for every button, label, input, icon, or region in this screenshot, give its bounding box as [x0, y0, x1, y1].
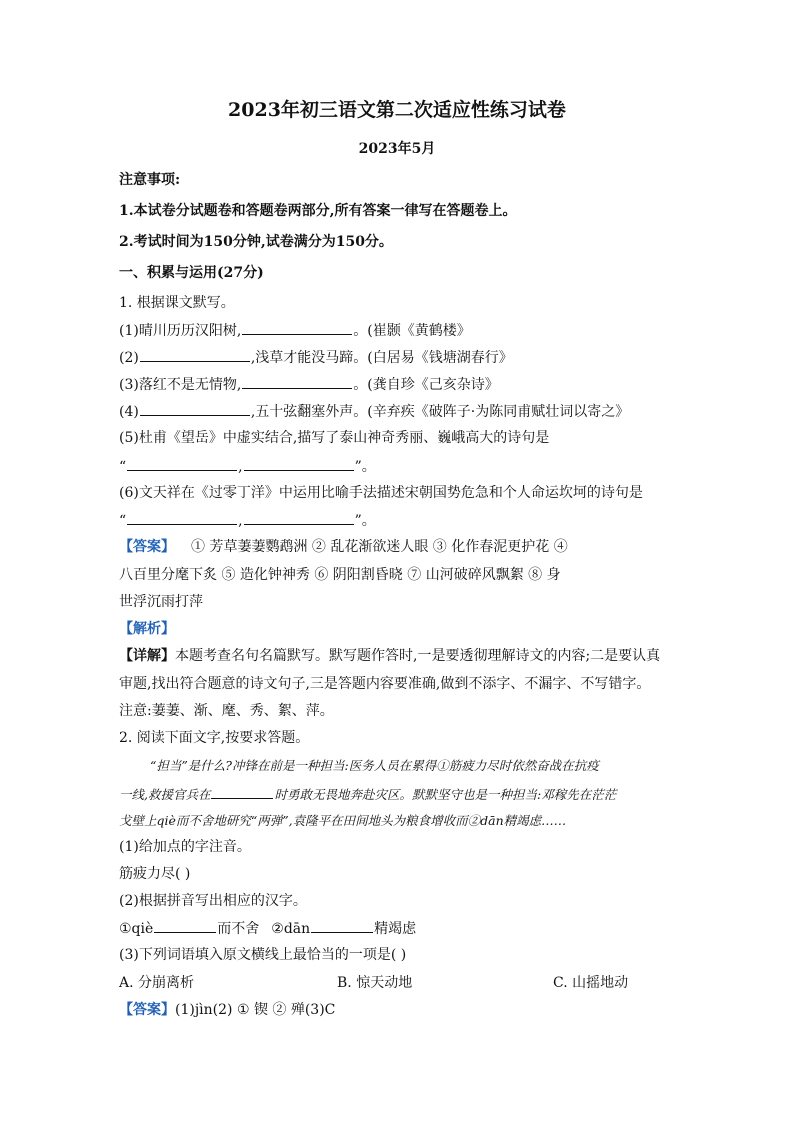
- answer-blank[interactable]: [154, 918, 216, 933]
- pinyin-prompt: ①qiè: [119, 921, 154, 937]
- open-quote: “: [119, 459, 127, 475]
- answer-blank[interactable]: [244, 510, 354, 525]
- comma: ,: [238, 459, 243, 475]
- q2-sub-2-items: [119, 918, 416, 939]
- question-2-stem: 2. 阅读下面文字,按要求答题。: [119, 730, 310, 746]
- dictation-pre: (4): [119, 404, 139, 420]
- q2-answer-line: [119, 1000, 335, 1020]
- q1-answer-line-1: [119, 537, 568, 557]
- option-b[interactable]: B. 惊天动地: [337, 975, 413, 991]
- dictation-line-3: [119, 374, 499, 395]
- detail-line-3: 注意:萋萋、渐、麾、秀、絮、萍。: [119, 703, 334, 719]
- q2-sub-1: (1)给加点的字注音。: [119, 839, 251, 855]
- detail-label: 【详解】: [119, 648, 175, 664]
- question-1-stem: 1. 根据课文默写。: [119, 295, 235, 311]
- option-a[interactable]: A. 分崩离析: [119, 975, 195, 991]
- dictation-q5-blanks: [119, 456, 376, 477]
- note-item-2: 2.考试时间为150分钟,试卷满分为150分。: [119, 234, 393, 250]
- detail-line-2: 审题,找出符合题意的诗文句子,三是答题内容要准确,做到不添字、不漏字、不写错字。: [119, 676, 651, 692]
- passage-line-2: [119, 784, 616, 805]
- dictation-line-1: [119, 320, 471, 341]
- pinyin-prompt: ②dān: [271, 921, 311, 937]
- answer-text: ① 芳草萋萋鹦鹉洲 ② 乱花渐欲迷人眼 ③ 化作春泥更护花 ④: [191, 539, 568, 555]
- dictation-q5-stem: (5)杜甫《望岳》中虚实结合,描写了泰山神奇秀丽、巍峨高大的诗句是: [119, 430, 550, 446]
- section-heading: 一、积累与运用(27分): [119, 265, 264, 281]
- answer-label: 【答案】: [119, 539, 175, 555]
- dictation-post: ,五十弦翻塞外声。(辛弃疾《破阵子·为陈同甫赋壮词以寄之》: [250, 404, 630, 420]
- answer-blank[interactable]: [127, 456, 237, 471]
- dictation-pre: (2): [119, 350, 139, 366]
- q1-answer-line-3: 世浮沉雨打萍: [119, 594, 203, 610]
- dictation-pre: (1)晴川历历汉阳树,: [119, 323, 242, 339]
- answer-blank[interactable]: [242, 374, 352, 389]
- passage-line-3: 戈壁上qiè而不舍地研究“两弹”,袁隆平在田间地头为粮食增收而②dān精竭虑……: [119, 813, 567, 828]
- dictation-post: 。(崔颢《黄鹤楼》: [353, 323, 471, 339]
- analysis-label: 【解析】: [119, 621, 175, 637]
- dictation-q6-blanks: [119, 510, 376, 531]
- option-c[interactable]: C. 山摇地动: [553, 975, 629, 991]
- dictation-line-4: [119, 401, 629, 422]
- answer-blank[interactable]: [127, 510, 237, 525]
- answer-blank[interactable]: [311, 918, 373, 933]
- detail-line-1: [119, 646, 660, 666]
- answer-blank[interactable]: [244, 456, 354, 471]
- note-item-1: 1.本试卷分试题卷和答题卷两部分,所有答案一律写在答题卷上。: [119, 203, 517, 219]
- passage-text: 一线,救援官兵在: [119, 787, 211, 802]
- answer-text: (1)jìn(2) ① 锲 ② 殚(3)C: [175, 1002, 336, 1018]
- dictation-q6-stem: (6)文天祥在《过零丁洋》中运用比喻手法描述宋朝国势危急和个人命运坎坷的诗句是: [119, 485, 643, 501]
- dictation-post: 。(龚自珍《己亥杂诗》: [353, 377, 499, 393]
- q2-sub-3: (3)下列词语填入原文横线上最恰当的一项是( ): [119, 947, 407, 963]
- close-quote: ”。: [354, 513, 376, 529]
- close-quote: ”。: [354, 459, 376, 475]
- passage-text: 时勇敢无畏地奔赴灾区。默默坚守也是一种担当:邓稼先在茫茫: [274, 787, 617, 802]
- q1-answer-line-2: 八百里分麾下炙 ⑤ 造化钟神秀 ⑥ 阴阳割昏晓 ⑦ 山河破碎风飘絮 ⑧ 身: [119, 567, 561, 583]
- passage-line-1: “担当”是什么?冲锋在前是一种担当:医务人员在累得①筋疲力尽时依然奋战在抗疫: [150, 758, 599, 773]
- answer-blank[interactable]: [211, 784, 273, 799]
- dictation-post: ,浅草才能没马蹄。(白居易《钱塘湖春行》: [250, 350, 513, 366]
- answer-blank[interactable]: [242, 320, 352, 335]
- pinyin-post: 精竭虑: [374, 921, 417, 937]
- notes-heading: 注意事项:: [119, 172, 181, 188]
- answer-blank[interactable]: [140, 347, 250, 362]
- answer-blank[interactable]: [140, 401, 250, 416]
- page-title: 2023年初三语文第二次适应性练习试卷: [228, 99, 566, 121]
- open-quote: “: [119, 513, 127, 529]
- detail-text: 本题考查名句名篇默写。默写题作答时,一是要透彻理解诗文的内容;二是要认真: [175, 648, 661, 664]
- answer-label: 【答案】: [119, 1002, 175, 1018]
- dictation-pre: (3)落红不是无情物,: [119, 377, 242, 393]
- comma: ,: [238, 513, 243, 529]
- q2-sub-1-item: 筋疲力尽( ): [119, 866, 191, 882]
- dictation-line-2: [119, 347, 513, 368]
- q2-sub-2: (2)根据拼音写出相应的汉字。: [119, 893, 307, 909]
- pinyin-post: 而不舍: [217, 921, 260, 937]
- exam-date: 2023年5月: [358, 141, 436, 157]
